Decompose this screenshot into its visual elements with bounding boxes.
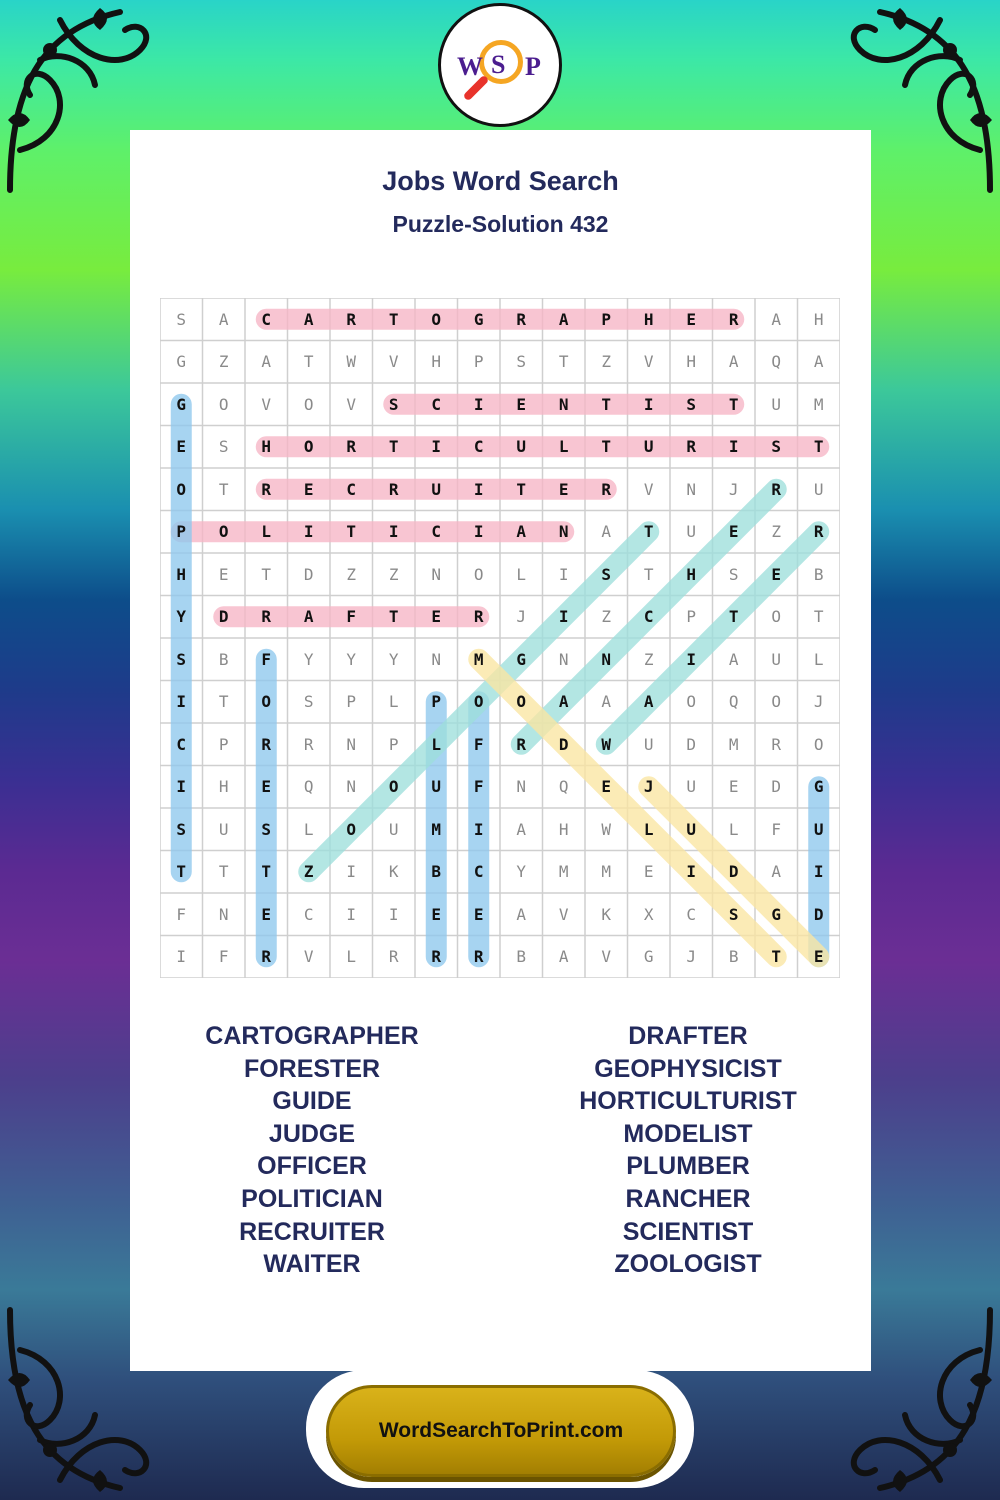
grid-cell: O bbox=[303, 437, 314, 457]
grid-cell: E bbox=[686, 309, 697, 329]
grid-cell: S bbox=[601, 564, 612, 584]
grid-cell: K bbox=[601, 904, 612, 924]
grid-cell: A bbox=[558, 692, 569, 712]
grid-cell: T bbox=[643, 522, 654, 542]
grid-cell: I bbox=[558, 564, 569, 584]
grid-cell: E bbox=[813, 947, 824, 967]
grid-cell: E bbox=[601, 777, 612, 797]
grid-cell: D bbox=[303, 564, 314, 584]
grid-cell: F bbox=[346, 607, 357, 627]
grid-cell: O bbox=[218, 394, 229, 414]
grid-cell: U bbox=[686, 522, 697, 542]
grid-cell: E bbox=[643, 862, 654, 882]
grid-cell: I bbox=[473, 819, 484, 839]
grid-cell: O bbox=[346, 819, 357, 839]
word-list-item: PLUMBER bbox=[626, 1152, 750, 1181]
word-list-item: MODELIST bbox=[623, 1119, 753, 1148]
grid-cell: S bbox=[303, 692, 314, 712]
grid-cell: A bbox=[516, 904, 527, 924]
grid-cell: O bbox=[176, 479, 187, 499]
grid-cell: U bbox=[431, 479, 442, 499]
grid-cell: Y bbox=[388, 649, 399, 669]
grid-cell: I bbox=[176, 777, 187, 797]
grid-cell: N bbox=[601, 649, 612, 669]
grid-cell: T bbox=[601, 437, 612, 457]
word-list-item: GUIDE bbox=[272, 1087, 352, 1116]
site-logo[interactable] bbox=[438, 3, 562, 127]
grid-cell: E bbox=[261, 777, 272, 797]
grid-cell: E bbox=[516, 394, 527, 414]
grid-cell: L bbox=[813, 649, 824, 669]
grid-cell: E bbox=[728, 522, 739, 542]
grid-cell: R bbox=[261, 734, 272, 754]
grid-cell: U bbox=[431, 777, 442, 797]
grid-cell: M bbox=[728, 734, 739, 754]
grid-cell: H bbox=[686, 564, 697, 584]
grid-cell: T bbox=[601, 394, 612, 414]
grid-cell: M bbox=[601, 862, 612, 882]
grid-cell: N bbox=[558, 394, 569, 414]
grid-cell: T bbox=[388, 309, 399, 329]
grid-cell: C bbox=[431, 394, 442, 414]
grid-cell: U bbox=[643, 734, 654, 754]
grid-cell: G bbox=[176, 352, 187, 372]
grid-cell: B bbox=[813, 564, 824, 584]
grid-cell: U bbox=[771, 394, 782, 414]
grid-cell: H bbox=[643, 309, 654, 329]
grid-cell: T bbox=[558, 352, 569, 372]
grid-cell: L bbox=[346, 947, 357, 967]
grid-cell: G bbox=[176, 394, 187, 414]
grid-cell: Q bbox=[771, 352, 782, 372]
grid-cell: D bbox=[728, 862, 739, 882]
grid-cell: O bbox=[431, 309, 442, 329]
grid-cell: I bbox=[643, 394, 654, 414]
grid-cell: A bbox=[218, 309, 229, 329]
grid-cell: N bbox=[686, 479, 697, 499]
grid-cell: U bbox=[771, 649, 782, 669]
word-list-item: DRAFTER bbox=[628, 1022, 748, 1050]
grid-cell: Z bbox=[346, 564, 357, 584]
grid-cell: I bbox=[346, 862, 357, 882]
grid-cell: P bbox=[601, 309, 612, 329]
grid-cell: S bbox=[176, 819, 187, 839]
grid-cell: Z bbox=[388, 564, 399, 584]
grid-cell: E bbox=[728, 777, 739, 797]
grid-cell: R bbox=[771, 479, 782, 499]
grid-cell: V bbox=[303, 947, 314, 967]
grid-cell: P bbox=[218, 734, 229, 754]
grid-cell: U bbox=[686, 819, 697, 839]
grid-cell: I bbox=[473, 522, 484, 542]
grid-cell: I bbox=[303, 522, 314, 542]
grid-cell: O bbox=[473, 564, 484, 584]
grid-cell: A bbox=[303, 607, 314, 627]
grid-cell: A bbox=[643, 692, 654, 712]
grid-cell: I bbox=[686, 649, 697, 669]
grid-cell: R bbox=[686, 437, 697, 457]
grid-cell: T bbox=[728, 394, 739, 414]
grid-cell: O bbox=[388, 777, 399, 797]
grid-cell: R bbox=[261, 947, 272, 967]
grid-cell: R bbox=[431, 947, 442, 967]
grid-cell: I bbox=[728, 437, 739, 457]
grid-cell: E bbox=[303, 479, 314, 499]
grid-cell: J bbox=[643, 777, 654, 797]
grid-cell: R bbox=[473, 607, 484, 627]
grid-cell: K bbox=[388, 862, 399, 882]
grid-cell: C bbox=[473, 437, 484, 457]
grid-cell: N bbox=[516, 777, 527, 797]
grid-cell: H bbox=[261, 437, 272, 457]
grid-cell: E bbox=[558, 479, 569, 499]
grid-cell: E bbox=[431, 607, 442, 627]
grid-cell: D bbox=[558, 734, 569, 754]
grid-cell: R bbox=[346, 309, 357, 329]
grid-cell: O bbox=[771, 692, 782, 712]
grid-cell: A bbox=[771, 309, 782, 329]
grid-cell: J bbox=[516, 607, 527, 627]
word-list-item: POLITICIAN bbox=[241, 1184, 383, 1213]
grid-cell: R bbox=[388, 479, 399, 499]
grid-cell: H bbox=[558, 819, 569, 839]
grid-cell: U bbox=[686, 777, 697, 797]
grid-cell: L bbox=[261, 522, 272, 542]
grid-cell: T bbox=[346, 522, 357, 542]
grid-cell: H bbox=[813, 309, 824, 329]
word-list-right bbox=[528, 1020, 848, 1281]
grid-cell: I bbox=[473, 479, 484, 499]
grid-cell: S bbox=[176, 309, 187, 329]
grid-cell: S bbox=[516, 352, 527, 372]
page-title: Jobs Word Search bbox=[382, 166, 619, 196]
logo-letter-s: S bbox=[491, 50, 506, 79]
grid-cell: F bbox=[218, 947, 229, 967]
grid-cell: N bbox=[431, 564, 442, 584]
grid-cell: G bbox=[516, 649, 527, 669]
grid-cell: T bbox=[388, 607, 399, 627]
grid-cell: T bbox=[813, 607, 824, 627]
grid-cell: U bbox=[643, 437, 654, 457]
grid-cell: E bbox=[771, 564, 782, 584]
grid-cell: T bbox=[176, 862, 187, 882]
grid-cell: R bbox=[771, 734, 782, 754]
grid-cell: F bbox=[473, 734, 484, 754]
grid-cell: O bbox=[686, 692, 697, 712]
grid-cell: T bbox=[388, 437, 399, 457]
grid-cell: L bbox=[431, 734, 442, 754]
grid-cell: U bbox=[218, 819, 229, 839]
grid-cell: Y bbox=[176, 607, 187, 627]
grid-cell: Y bbox=[516, 862, 527, 882]
word-list-item: CARTOGRAPHER bbox=[205, 1022, 419, 1050]
grid-cell: D bbox=[771, 777, 782, 797]
word-list-item: JUDGE bbox=[268, 1119, 356, 1148]
grid-cell: U bbox=[516, 437, 527, 457]
grid-cell: J bbox=[686, 947, 697, 967]
grid-cell: M bbox=[813, 394, 824, 414]
grid-cell: L bbox=[516, 564, 527, 584]
grid-cell: H bbox=[176, 564, 187, 584]
grid-cell: I bbox=[346, 904, 357, 924]
grid-cell: P bbox=[686, 607, 697, 627]
grid-cell: V bbox=[643, 352, 654, 372]
grid-cell: B bbox=[218, 649, 229, 669]
grid-cell: M bbox=[558, 862, 569, 882]
grid-cell: I bbox=[388, 522, 399, 542]
grid-cell: R bbox=[303, 734, 314, 754]
grid-cell: R bbox=[473, 947, 484, 967]
site-link-button[interactable]: WordSearchToPrint.com bbox=[326, 1385, 676, 1477]
grid-cell: Z bbox=[303, 862, 314, 882]
grid-cell: W bbox=[346, 352, 357, 372]
grid-cell: I bbox=[558, 607, 569, 627]
grid-cell: I bbox=[473, 394, 484, 414]
grid-cell: U bbox=[813, 819, 824, 839]
grid-cell: T bbox=[771, 947, 782, 967]
grid-cell: A bbox=[813, 352, 824, 372]
word-list-item: OFFICER bbox=[257, 1152, 367, 1181]
grid-cell: M bbox=[473, 649, 484, 669]
grid-cell: R bbox=[261, 479, 272, 499]
grid-cell: P bbox=[176, 522, 187, 542]
grid-cell: C bbox=[473, 862, 484, 882]
word-list-item: HORTICULTURIST bbox=[579, 1087, 797, 1116]
grid-cell: H bbox=[431, 352, 442, 372]
grid-cell: N bbox=[558, 522, 569, 542]
grid-cell: N bbox=[346, 777, 357, 797]
word-list-item: RECRUITER bbox=[239, 1217, 385, 1246]
grid-cell: V bbox=[261, 394, 272, 414]
grid-cell: C bbox=[303, 904, 314, 924]
word-list-item: ZOOLOGIST bbox=[614, 1250, 762, 1279]
grid-cell: R bbox=[601, 479, 612, 499]
grid-cell: R bbox=[346, 437, 357, 457]
grid-cell: S bbox=[176, 649, 187, 669]
logo-letter-p: P bbox=[525, 52, 541, 81]
grid-cell: S bbox=[728, 564, 739, 584]
grid-cell: I bbox=[813, 862, 824, 882]
page-subtitle: Puzzle-Solution 432 bbox=[392, 211, 609, 237]
grid-cell: H bbox=[218, 777, 229, 797]
grid-cell: E bbox=[261, 904, 272, 924]
grid-cell: Z bbox=[771, 522, 782, 542]
grid-cell: L bbox=[643, 819, 654, 839]
logo-badge bbox=[445, 10, 555, 120]
puzzle-card bbox=[130, 130, 871, 1371]
grid-cell: Q bbox=[728, 692, 739, 712]
grid-cell: R bbox=[728, 309, 739, 329]
grid-cell: V bbox=[346, 394, 357, 414]
grid-cell: P bbox=[473, 352, 484, 372]
grid-cell: G bbox=[643, 947, 654, 967]
grid-cell: A bbox=[771, 862, 782, 882]
grid-cell: F bbox=[771, 819, 782, 839]
grid-cell: F bbox=[261, 649, 272, 669]
grid-cell: Z bbox=[643, 649, 654, 669]
grid-cell: T bbox=[261, 862, 272, 882]
grid-cell: J bbox=[813, 692, 824, 712]
grid-cell: C bbox=[643, 607, 654, 627]
grid-cell: A bbox=[303, 309, 314, 329]
grid-cell: G bbox=[771, 904, 782, 924]
grid-cell: A bbox=[516, 522, 527, 542]
grid-cell: T bbox=[218, 479, 229, 499]
grid-cell: A bbox=[601, 692, 612, 712]
grid-cell: A bbox=[728, 649, 739, 669]
grid-cell: L bbox=[728, 819, 739, 839]
grid-cell: U bbox=[813, 479, 824, 499]
grid-cell: O bbox=[473, 692, 484, 712]
grid-cell: P bbox=[431, 692, 442, 712]
grid-cell: O bbox=[303, 394, 314, 414]
grid-cell: A bbox=[261, 352, 272, 372]
grid-cell: E bbox=[218, 564, 229, 584]
grid-cell: S bbox=[388, 394, 399, 414]
grid-cell: C bbox=[686, 904, 697, 924]
grid-cell: N bbox=[218, 904, 229, 924]
grid-cell: Y bbox=[303, 649, 314, 669]
grid-cell: E bbox=[473, 904, 484, 924]
word-list-item: FORESTER bbox=[243, 1054, 381, 1083]
grid-cell: C bbox=[261, 309, 272, 329]
grid-cell: D bbox=[686, 734, 697, 754]
letter-grid bbox=[160, 298, 840, 978]
word-search-grid bbox=[160, 298, 840, 978]
grid-cell: S bbox=[686, 394, 697, 414]
grid-cell: I bbox=[388, 904, 399, 924]
grid-cell: O bbox=[813, 734, 824, 754]
grid-cell: O bbox=[516, 692, 527, 712]
grid-cell: T bbox=[303, 352, 314, 372]
grid-cell: V bbox=[558, 904, 569, 924]
grid-cell: O bbox=[771, 607, 782, 627]
grid-cell: T bbox=[813, 437, 824, 457]
grid-cell: H bbox=[686, 352, 697, 372]
grid-cell: I bbox=[686, 862, 697, 882]
grid-cell: A bbox=[558, 947, 569, 967]
grid-cell: L bbox=[388, 692, 399, 712]
grid-cell: I bbox=[176, 947, 187, 967]
grid-cell: J bbox=[728, 479, 739, 499]
grid-cell: W bbox=[601, 819, 612, 839]
word-list-item: SCIENTIST bbox=[622, 1217, 754, 1246]
grid-cell: C bbox=[346, 479, 357, 499]
grid-cell: A bbox=[728, 352, 739, 372]
grid-cell: M bbox=[431, 819, 442, 839]
grid-cell: S bbox=[218, 437, 229, 457]
grid-cell: R bbox=[261, 607, 272, 627]
grid-cell: R bbox=[388, 947, 399, 967]
grid-cell: R bbox=[813, 522, 824, 542]
word-list-left bbox=[152, 1020, 472, 1281]
grid-cell: V bbox=[601, 947, 612, 967]
grid-cell: P bbox=[388, 734, 399, 754]
grid-cell: T bbox=[218, 862, 229, 882]
grid-cell: F bbox=[176, 904, 187, 924]
grid-cell: T bbox=[516, 479, 527, 499]
grid-cell: W bbox=[601, 734, 612, 754]
grid-cell: I bbox=[431, 437, 442, 457]
grid-cell: U bbox=[388, 819, 399, 839]
word-list-item: GEOPHYSICIST bbox=[594, 1054, 782, 1083]
grid-cell: O bbox=[218, 522, 229, 542]
grid-cell: R bbox=[516, 734, 527, 754]
grid-cell: V bbox=[643, 479, 654, 499]
grid-cell: E bbox=[176, 437, 187, 457]
grid-cell: A bbox=[516, 819, 527, 839]
grid-cell: V bbox=[388, 352, 399, 372]
grid-cell: B bbox=[431, 862, 442, 882]
grid-cell: L bbox=[303, 819, 314, 839]
grid-cell: L bbox=[558, 437, 569, 457]
grid-cell: F bbox=[473, 777, 484, 797]
grid-cell: N bbox=[558, 649, 569, 669]
grid-cell: S bbox=[261, 819, 272, 839]
grid-cell: B bbox=[516, 947, 527, 967]
grid-cell: N bbox=[431, 649, 442, 669]
grid-cell: D bbox=[218, 607, 229, 627]
grid-cell: Z bbox=[218, 352, 229, 372]
grid-cell: X bbox=[643, 904, 654, 924]
grid-cell: Z bbox=[601, 352, 612, 372]
grid-cell: T bbox=[728, 607, 739, 627]
grid-cell: Y bbox=[346, 649, 357, 669]
grid-cell: P bbox=[346, 692, 357, 712]
grid-cell: G bbox=[473, 309, 484, 329]
grid-cell: B bbox=[728, 947, 739, 967]
word-list-item: WAITER bbox=[263, 1250, 361, 1279]
grid-cell: T bbox=[261, 564, 272, 584]
grid-cell: T bbox=[218, 692, 229, 712]
grid-cell: Q bbox=[558, 777, 569, 797]
logo-letter-w: W bbox=[457, 52, 483, 81]
grid-cell: R bbox=[516, 309, 527, 329]
grid-cell: D bbox=[813, 904, 824, 924]
grid-cell: I bbox=[176, 692, 187, 712]
grid-cell: A bbox=[601, 522, 612, 542]
grid-cell: S bbox=[771, 437, 782, 457]
grid-cell: E bbox=[431, 904, 442, 924]
grid-cell: Q bbox=[303, 777, 314, 797]
grid-cell: O bbox=[261, 692, 272, 712]
grid-cell: A bbox=[558, 309, 569, 329]
grid-cell: N bbox=[346, 734, 357, 754]
grid-cell: T bbox=[643, 564, 654, 584]
grid-cell: C bbox=[431, 522, 442, 542]
grid-cell: C bbox=[176, 734, 187, 754]
grid-cell: Z bbox=[601, 607, 612, 627]
word-list-item: RANCHER bbox=[625, 1184, 751, 1213]
grid-cell: S bbox=[728, 904, 739, 924]
grid-cell: G bbox=[813, 777, 824, 797]
